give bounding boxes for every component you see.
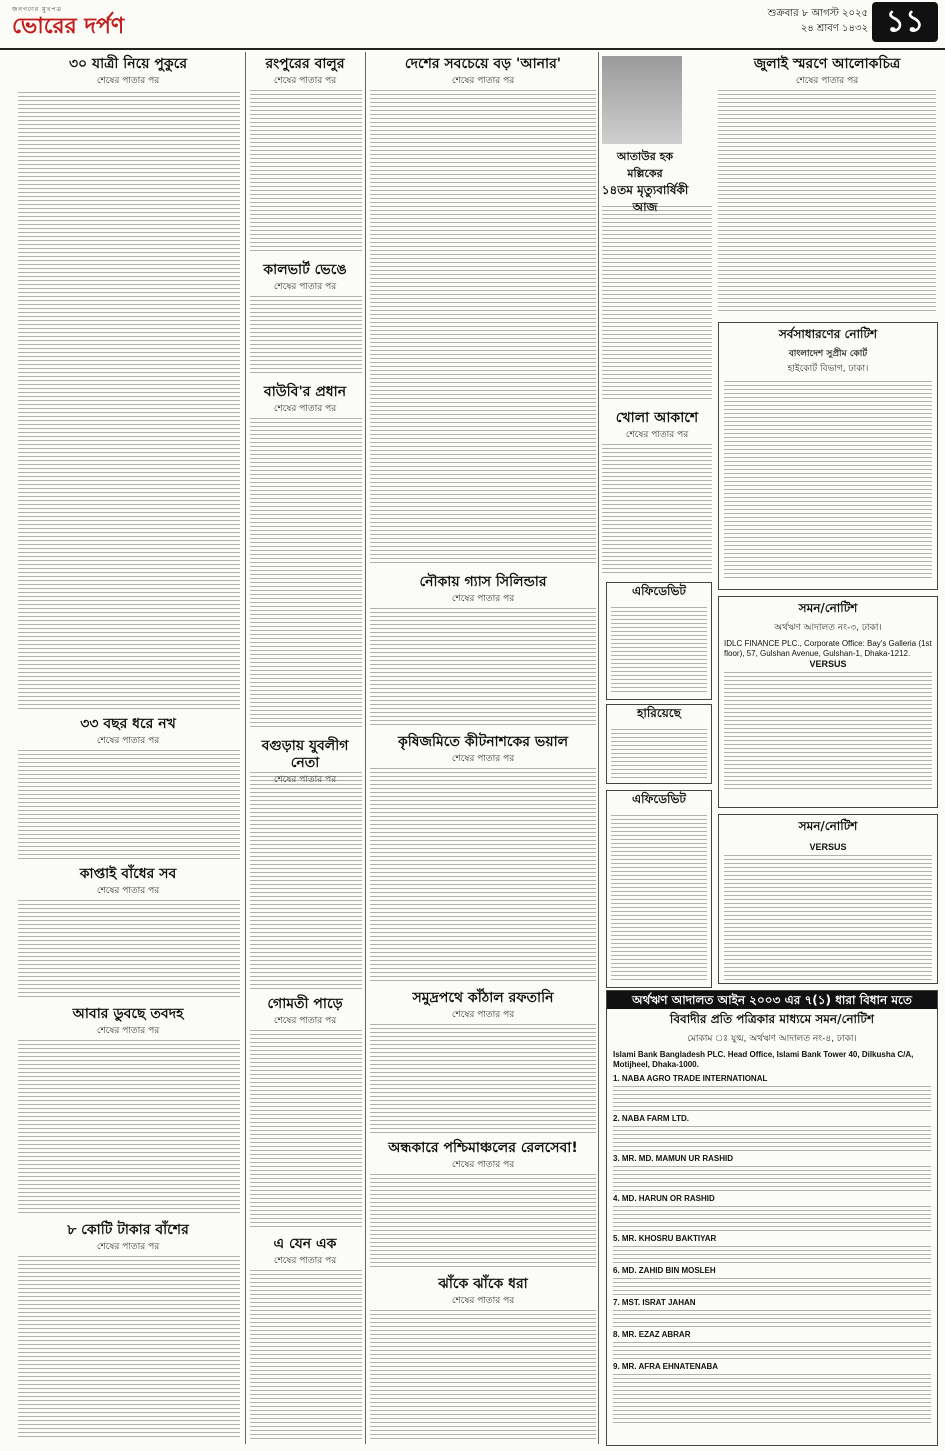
headline: আবার ডুবছে তবদহ bbox=[72, 1006, 184, 1022]
defendant-item: 4. MD. HARUN OR RASHID bbox=[613, 1194, 715, 1203]
article-text bbox=[250, 1030, 362, 1230]
affidavit-box bbox=[606, 582, 712, 700]
summons-box-2 bbox=[718, 814, 938, 984]
public-notice-division: হাইকোর্ট বিভাগ, ঢাকা। bbox=[787, 364, 869, 374]
lost-notice-box bbox=[606, 704, 712, 784]
defendant-item: 1. NABA AGRO TRADE INTERNATIONAL bbox=[613, 1074, 768, 1083]
article-text bbox=[250, 296, 362, 376]
affidavit-title: এফিডেভিট bbox=[632, 792, 686, 806]
article-a13 bbox=[18, 1006, 238, 1038]
defendant-item: 8. MR. EZAZ ABRAR bbox=[613, 1330, 691, 1339]
headline: গোমতী পাড়ে bbox=[267, 996, 343, 1012]
notice-text bbox=[613, 1166, 931, 1192]
article-text bbox=[18, 900, 240, 1000]
notice-text bbox=[613, 1342, 931, 1360]
article-text bbox=[18, 1040, 240, 1216]
notice-text bbox=[611, 607, 707, 695]
article-a14 bbox=[370, 1140, 596, 1172]
article-a5 bbox=[250, 384, 360, 416]
article-a15 bbox=[250, 1236, 360, 1268]
article-a8 bbox=[370, 734, 596, 766]
newspaper-logo bbox=[12, 4, 172, 42]
subhead: শেষের পাতার পর bbox=[273, 404, 337, 414]
article-text bbox=[18, 1256, 240, 1440]
article-a10 bbox=[18, 866, 238, 898]
headline: জুলাই স্মরণে আলোকচিত্র bbox=[753, 56, 901, 72]
versus-label: VERSUS bbox=[809, 659, 847, 669]
subhead: শেষের পাতার পর bbox=[96, 736, 160, 746]
article-a11 bbox=[250, 996, 360, 1028]
article-text bbox=[370, 1024, 596, 1134]
headline: ৮ কোটি টাকার বাঁশের bbox=[67, 1222, 189, 1238]
article-text bbox=[250, 418, 362, 730]
summons-court: মোকাম ঃ যুগ্ম, অর্থঋণ আদালত নং-৪, ঢাকা। bbox=[687, 1034, 857, 1044]
public-notice-box bbox=[718, 322, 938, 590]
affidavit-title: এফিডেভিট bbox=[632, 584, 686, 598]
notice-text bbox=[611, 729, 707, 781]
public-notice-title: সর্বসাধারণের নোটিশ bbox=[778, 327, 878, 341]
subhead: শেষের পাতার পর bbox=[96, 76, 160, 86]
notice-text bbox=[724, 855, 932, 983]
headline: ৩০ যাত্রী নিয়ে পুকুরে bbox=[68, 56, 188, 72]
headline: নৌকায় গ্যাস সিলিন্ডার bbox=[419, 574, 547, 590]
headline: কৃষিজমিতে কীটনাশকের ভয়াল bbox=[397, 734, 569, 750]
notice-text bbox=[613, 1206, 931, 1232]
article-a1 bbox=[18, 56, 238, 88]
column-rule bbox=[598, 52, 599, 1444]
article-a17 bbox=[370, 1276, 596, 1308]
defendant-item: 7. MST. ISRAT JAHAN bbox=[613, 1298, 696, 1307]
headline: রংপুরের বালুর bbox=[265, 56, 345, 72]
subhead: শেষের পাতার পর bbox=[451, 594, 515, 604]
idlc-address: IDLC FINANCE PLC., Corporate Office: Bay's Galleria (1st floor), 57, Gulshan Avenue, Gulshan-1, Dhaka-1212. bbox=[724, 639, 932, 658]
article-text bbox=[370, 1174, 596, 1270]
anniversary-line-2: ১৪তম মৃত্যুবার্ষিকী bbox=[601, 183, 689, 197]
subhead: শেষের পাতার পর bbox=[273, 1016, 337, 1026]
article-a19 bbox=[718, 56, 936, 88]
article-text bbox=[250, 90, 362, 254]
article-text bbox=[370, 90, 596, 566]
headline: অন্ধকারে পশ্চিমাঞ্চলের রেলসেবা! bbox=[388, 1140, 578, 1156]
subhead: শেষের পাতার পর bbox=[96, 886, 160, 896]
defendant-item: 2. NABA FARM LTD. bbox=[613, 1114, 689, 1123]
defendant-item: 6. MD. ZAHID BIN MOSLEH bbox=[613, 1266, 716, 1275]
notice-text bbox=[613, 1278, 931, 1296]
headline: বগুড়ায় যুবলীগ নেতা bbox=[261, 738, 349, 771]
subhead: শেষের পাতার পর bbox=[273, 282, 337, 292]
headline: কাপ্তাই বাঁধের সব bbox=[79, 866, 177, 882]
article-text bbox=[602, 206, 712, 402]
date-bengali: ২৪ শ্রাবণ ১৪৩২ bbox=[800, 23, 868, 34]
notice-text bbox=[613, 1246, 931, 1264]
notice-text bbox=[613, 1310, 931, 1328]
page-number: ১১ bbox=[872, 2, 938, 42]
notice-text bbox=[613, 1086, 931, 1112]
portrait-photo bbox=[602, 56, 682, 144]
notice-text bbox=[613, 1374, 931, 1424]
defendant-item: 3. MR. MD. MAMUN UR RASHID bbox=[613, 1154, 733, 1163]
article-a12 bbox=[370, 990, 596, 1022]
public-notice-court: বাংলাদেশ সুপ্রীম কোর্ট bbox=[788, 349, 868, 359]
summons-law-bar: অর্থঋণ আদালত আইন ২০০৩ এর ৭(১) ধারা বিধান মতে bbox=[607, 991, 937, 1009]
headline: বাউবি'র প্রধান bbox=[263, 384, 347, 400]
column-rule bbox=[365, 52, 366, 1444]
article-a7 bbox=[370, 574, 596, 606]
article-a4 bbox=[250, 262, 360, 294]
article-text bbox=[250, 1270, 362, 1440]
summons-title: বিবাদীর প্রতি পত্রিকার মাধ্যমে সমন/নোটিশ bbox=[669, 1012, 875, 1026]
article-text bbox=[602, 444, 712, 574]
article-a16 bbox=[18, 1222, 238, 1254]
subhead: শেষের পাতার পর bbox=[451, 1010, 515, 1020]
affidavit-box bbox=[606, 790, 712, 988]
article-text bbox=[18, 750, 240, 860]
article-a3 bbox=[370, 56, 596, 88]
anniversary-line-3: আজ bbox=[632, 200, 658, 214]
notice-text bbox=[611, 815, 707, 983]
subhead: শেষের পাতার পর bbox=[451, 1160, 515, 1170]
article-text bbox=[370, 1310, 596, 1440]
logo-text: ভোরের দর্পণ bbox=[12, 14, 125, 39]
subhead: শেষের পাতার পর bbox=[96, 1242, 160, 1252]
subhead: শেষের পাতার পর bbox=[795, 76, 859, 86]
anniversary-line-1: আতাউর হক মল্লিকের bbox=[616, 150, 674, 180]
versus-label: VERSUS bbox=[809, 842, 847, 852]
notice-text bbox=[724, 381, 932, 581]
article-text bbox=[370, 608, 596, 728]
subhead: শেষের পাতার পর bbox=[451, 76, 515, 86]
article-text bbox=[370, 768, 596, 984]
defendant-item: 9. MR. AFRA EHNATENABA bbox=[613, 1362, 719, 1371]
headline: এ যেন এক bbox=[273, 1236, 337, 1252]
article-a2 bbox=[250, 56, 360, 88]
headline: ঝাঁকে ঝাঁকে ধরা bbox=[438, 1276, 528, 1292]
date-block bbox=[720, 6, 868, 36]
headline: সমুদ্রপথে কাঁঠাল রফতানি bbox=[412, 990, 554, 1006]
tagline: জনগণের মুখপত্র bbox=[12, 6, 62, 13]
headline: খোলা আকাশে bbox=[615, 410, 699, 426]
subhead: শেষের পাতার পর bbox=[451, 1296, 515, 1306]
subhead: শেষের পাতার পর bbox=[273, 775, 337, 785]
summons-box-1 bbox=[718, 596, 938, 808]
article-text bbox=[718, 90, 936, 314]
subhead: শেষের পাতার পর bbox=[451, 754, 515, 764]
headline: কালভার্ট ভেঙে bbox=[263, 262, 347, 278]
article-text bbox=[250, 772, 362, 990]
article-text bbox=[18, 92, 240, 710]
notice-text bbox=[613, 1126, 931, 1152]
headline: দেশের সবচেয়ে বড় 'আনার' bbox=[404, 56, 562, 72]
summons-title: সমন/নোটিশ bbox=[798, 601, 858, 615]
article-a9 bbox=[18, 716, 238, 748]
subhead: শেষের পাতার পর bbox=[96, 1026, 160, 1036]
headline: ৩৩ বছর ধরে নখ bbox=[80, 716, 176, 732]
defendant-item: 5. MR. KHOSRU BAKTIYAR bbox=[613, 1234, 717, 1243]
article-a18 bbox=[602, 410, 712, 442]
summons-title: সমন/নোটিশ bbox=[798, 819, 858, 833]
summons-court: অর্থঋণ আদালত নং-৩, ঢাকা। bbox=[774, 623, 882, 633]
notice-text bbox=[724, 672, 932, 790]
column-rule bbox=[245, 52, 246, 1444]
bank-address: Islami Bank Bangladesh PLC. Head Office, Islami Bank Tower 40, Dilkusha C/A, Motijheel, Dhaka-1000. bbox=[613, 1050, 914, 1069]
summons-box-3 bbox=[606, 990, 938, 1446]
subhead: শেষের পাতার পর bbox=[625, 430, 689, 440]
subhead: শেষের পাতার পর bbox=[273, 1256, 337, 1266]
date-gregorian: শুক্রবার ৮ আগস্ট ২০২৫ bbox=[767, 8, 868, 19]
subhead: শেষের পাতার পর bbox=[273, 76, 337, 86]
lost-notice-title: হারিয়েছে bbox=[637, 706, 681, 720]
